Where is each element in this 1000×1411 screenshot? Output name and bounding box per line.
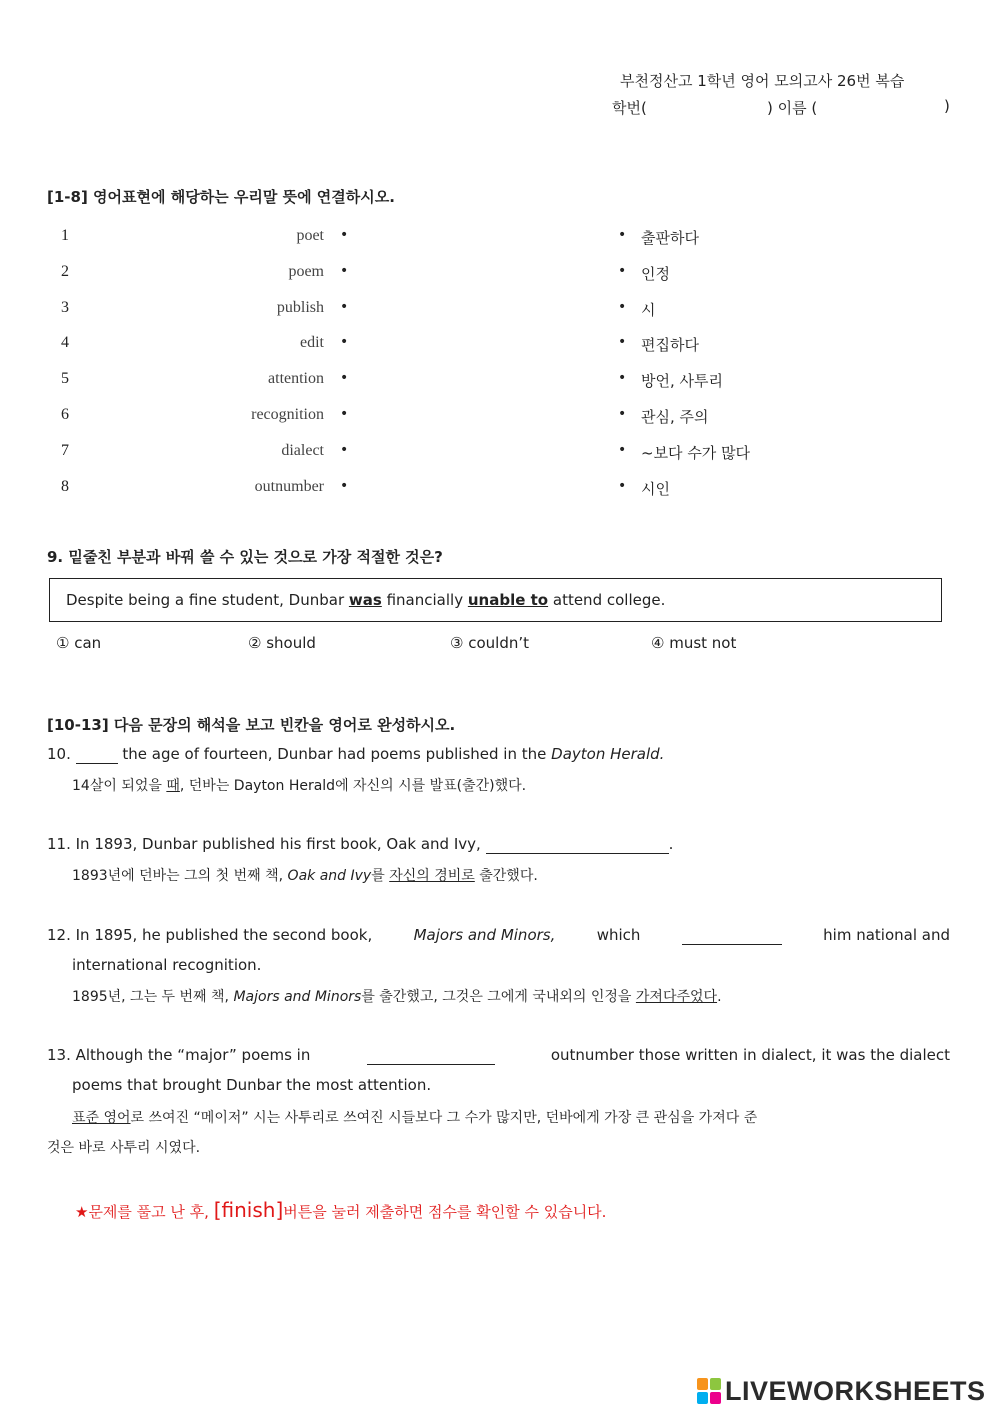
liveworksheets-logo-icon — [697, 1378, 721, 1404]
finish-button-label: [finish] — [213, 1198, 284, 1222]
q10-sentence: 10. the age of fourteen, Dunbar had poems published in the Dayton Herald. — [47, 745, 665, 763]
match-english-word: attention — [268, 370, 324, 387]
q9-choice-3[interactable]: ③ couldn’t — [450, 634, 529, 652]
q11-sentence: 11. In 1893, Dunbar published his first book, Oak and Ivy, . — [47, 835, 674, 853]
q12-sentence: 12. In 1895, he published the second book, Majors and Minors, which him national and — [47, 926, 950, 944]
match-left-dot[interactable]: • — [340, 299, 349, 315]
name-label: ) 이름 ( — [767, 99, 818, 117]
student-id-label: 학번( — [612, 99, 647, 117]
underlined-was: was — [348, 591, 382, 609]
match-korean-meaning: 방언, 사투리 — [641, 372, 723, 390]
q9-sentence: Despite being a fine student, Dunbar was financially unable to attend college. — [66, 591, 666, 609]
match-left-dot[interactable]: • — [340, 406, 349, 422]
match-left-dot[interactable]: • — [340, 263, 349, 279]
match-right-dot[interactable]: • — [618, 299, 627, 315]
match-english-word: outnumber — [254, 478, 324, 495]
q9-choice-4[interactable]: ④ must not — [651, 634, 737, 652]
match-english-word: publish — [276, 299, 324, 316]
q10-translation: 14살이 되었을 때, 던바는 Dayton Herald에 자신의 시를 발표(출간)했다. — [72, 778, 527, 794]
logo-square-3 — [697, 1392, 708, 1404]
q10-13-title: [10-13] 다음 문장의 해석을 보고 빈칸을 영어로 완성하시오. — [47, 716, 456, 734]
match-left-dot[interactable]: • — [340, 370, 349, 386]
liveworksheets-logo — [697, 1374, 986, 1408]
q12-translation: 1895년, 그는 두 번째 책, Majors and Minors를 출간했고, 그것은 그에게 국내외의 인정을 가져다주었다. — [72, 989, 722, 1005]
match-number: 8 — [61, 478, 69, 495]
match-english-word: recognition — [251, 406, 324, 423]
match-left-dot[interactable]: • — [340, 227, 349, 243]
name-close-paren: ) — [944, 97, 950, 115]
match-korean-meaning: ~보다 수가 많다 — [641, 444, 751, 462]
match-korean-meaning: 시 — [641, 301, 656, 319]
match-right-dot[interactable]: • — [618, 263, 627, 279]
match-english-word: edit — [300, 334, 324, 351]
match-number: 1 — [61, 227, 69, 244]
match-number: 4 — [61, 334, 69, 351]
match-english-word: poem — [288, 263, 324, 280]
liveworksheets-logo-text: LIVEWORKSHEETS — [725, 1375, 986, 1406]
q13-blank[interactable] — [367, 1046, 495, 1065]
match-korean-meaning: 편집하다 — [641, 336, 699, 354]
match-number: 7 — [61, 442, 69, 459]
match-left-dot[interactable]: • — [340, 334, 349, 350]
match-number: 5 — [61, 370, 69, 387]
q12-line2: international recognition. — [72, 956, 262, 974]
match-korean-meaning: 관심, 주의 — [641, 408, 709, 426]
match-english-word: dialect — [281, 442, 324, 459]
match-right-dot[interactable]: • — [618, 334, 627, 350]
match-right-dot[interactable]: • — [618, 370, 627, 386]
q9-choice-1[interactable]: ① can — [56, 634, 102, 652]
q13-sentence: 13. Although the “major” poems in outnumber those written in dialect, it was the dialect — [47, 1046, 950, 1064]
q13-translation-line1: 표준 영어로 쓰여진 “메이저” 시는 사투리로 쓰여진 시들보다 그 수가 많지만, 던바에게 가장 큰 관심을 가져다 준 — [72, 1110, 758, 1126]
match-right-dot[interactable]: • — [618, 227, 627, 243]
q9-choice-2[interactable]: ② should — [248, 634, 316, 652]
match-korean-meaning: 출판하다 — [641, 229, 699, 247]
match-right-dot[interactable]: • — [618, 478, 627, 494]
q13-translation-line2: 것은 바로 사투리 시였다. — [47, 1140, 201, 1156]
q9-title: 9. 밑줄친 부분과 바꿔 쓸 수 있는 것으로 가장 적절한 것은? — [47, 548, 443, 566]
q10-blank[interactable] — [76, 745, 118, 764]
match-left-dot[interactable]: • — [340, 442, 349, 458]
logo-square-4 — [710, 1392, 721, 1404]
logo-square-1 — [697, 1378, 708, 1390]
match-korean-meaning: 인정 — [641, 265, 670, 283]
match-number: 2 — [61, 263, 69, 280]
match-korean-meaning: 시인 — [641, 480, 670, 498]
match-right-dot[interactable]: • — [618, 406, 627, 422]
match-left-dot[interactable]: • — [340, 478, 349, 494]
match-right-dot[interactable]: • — [618, 442, 627, 458]
q1-8-title: [1-8] 영어표현에 해당하는 우리말 뜻에 연결하시오. — [47, 188, 395, 206]
match-number: 6 — [61, 406, 69, 423]
q11-translation: 1893년에 던바는 그의 첫 번째 책, Oak and Ivy를 자신의 경비로 출간했다. — [72, 868, 538, 884]
match-number: 3 — [61, 299, 69, 316]
header-title: 부천정산고 1학년 영어 모의고사 26번 복습 — [620, 72, 905, 90]
q12-blank[interactable] — [682, 926, 782, 945]
finish-notice: ★문제를 풀고 난 후, [finish]버튼을 눌러 제출하면 점수를 확인할 수 있습니다. — [75, 1198, 607, 1222]
match-english-word: poet — [296, 227, 324, 244]
underlined-unable-to: unable to — [467, 591, 549, 609]
logo-square-2 — [710, 1378, 721, 1390]
q11-blank[interactable] — [486, 835, 669, 854]
q13-line2: poems that brought Dunbar the most attention. — [72, 1076, 432, 1094]
